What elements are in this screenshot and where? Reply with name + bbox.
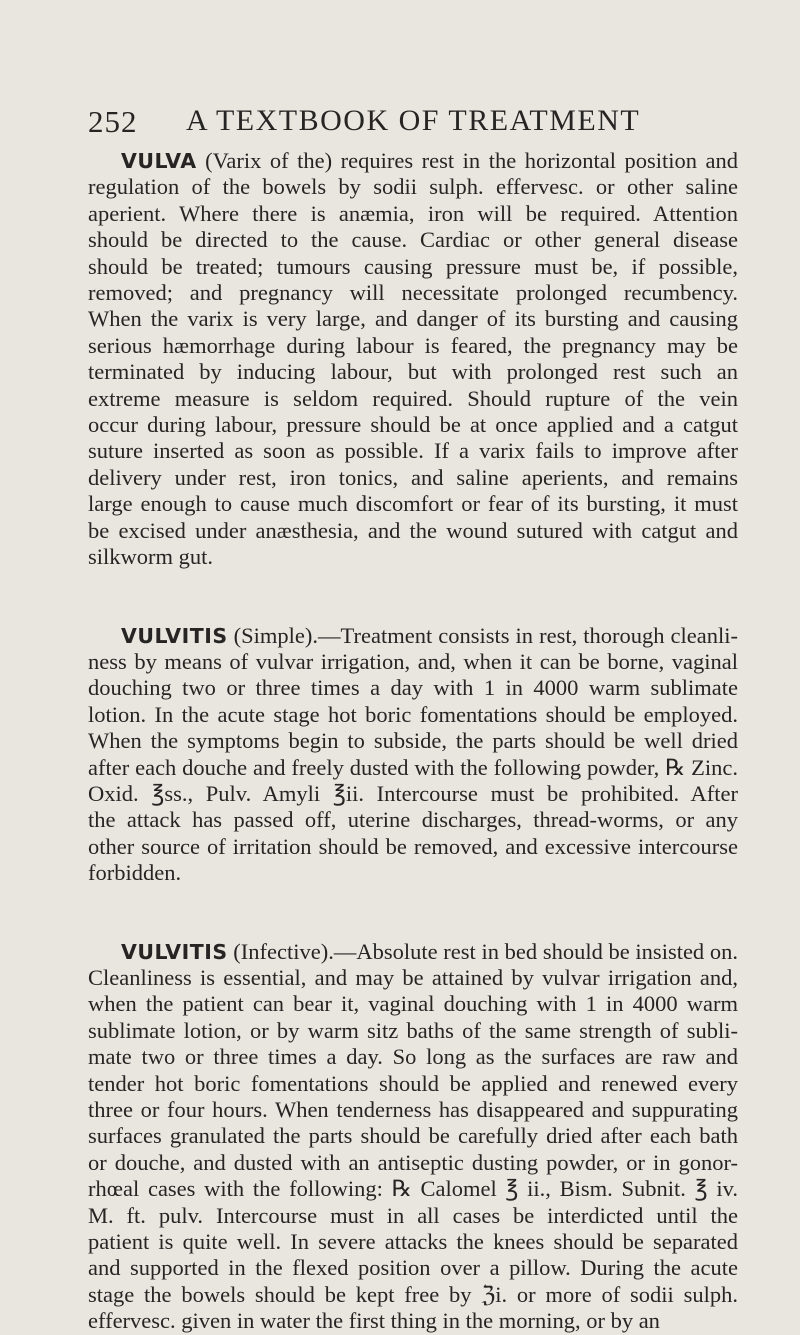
text-line (88, 148, 738, 174)
line-text: other source of irritation should be removed, and excessive intercourse (88, 833, 738, 859)
line-text: stage the bowels should be kept free by ℨi. or more of sodii sulph. (88, 1281, 738, 1307)
text-line (88, 1203, 738, 1229)
line-text: tender hot boric fomentations should be applied and renewed every (88, 1070, 738, 1096)
line-text: regulation of the bowels by sodii sulph. effervesc. or other saline (88, 174, 738, 200)
line-text: be excised under anæsthesia, and the wound sutured with catgut and (88, 517, 738, 543)
line-text: patient is quite well. In severe attacks the knees should be separated (88, 1229, 738, 1255)
line-text: terminated by inducing labour, but with prolonged rest such an (88, 359, 738, 385)
text-line (88, 755, 738, 781)
text-line (88, 807, 738, 833)
line-text: ness by means of vulvar irrigation, and, when it can be borne, vaginal (88, 648, 738, 674)
text-line (88, 201, 738, 227)
line-text: Oxid. ℥ss., Pulv. Amyli ℥ii. Intercourse must be prohibited. After (88, 780, 738, 806)
line-text: sublimate lotion, or by warm sitz baths of the same strength of subli- (88, 1017, 738, 1043)
text-line (88, 280, 738, 306)
line-text: removed; and pregnancy will necessitate prolonged recumbency. (88, 280, 738, 306)
line-text: should be treated; tumours causing pressure must be, if possible, (88, 253, 738, 279)
running-title: A TEXTBOOK OF TREATMENT (186, 104, 641, 137)
paragraph-entry (88, 939, 738, 1335)
text-line (88, 1150, 738, 1176)
line-text: when the patient can bear it, vaginal douching with 1 in 4000 warm (88, 991, 738, 1017)
line-text: mate two or three times a day. So long as the surfaces are raw and (88, 1044, 738, 1070)
text-line (88, 1176, 738, 1202)
paragraph-entry (88, 623, 738, 887)
text-line (88, 939, 738, 965)
line-text: aperient. Where there is anæmia, iron will be required. Attention (88, 200, 738, 226)
line-text: the attack has passed off, uterine discharges, thread-worms, or any (88, 807, 738, 833)
text-line (88, 965, 738, 991)
entry-term: VULVA (121, 149, 197, 173)
text-line (88, 491, 738, 517)
text-line (88, 781, 738, 807)
text-line (88, 412, 738, 438)
text-line (88, 649, 738, 675)
text-line (88, 834, 738, 860)
line-text: douching two or three times a day with 1 in 4000 warm sublimate (88, 675, 738, 701)
line-text: or douche, and dusted with an antiseptic dusting powder, or in gonor- (88, 1149, 738, 1175)
text-line (88, 728, 738, 754)
line-text: M. ft. pulv. Intercourse must in all cases be interdicted until the (88, 1202, 738, 1228)
paragraph-entry (88, 148, 738, 571)
page-number: 252 (88, 104, 138, 139)
text-line (88, 333, 738, 359)
text-line (88, 1308, 738, 1334)
text-line (88, 174, 738, 200)
line-text: delivery under rest, iron tonics, and saline aperients, and remains (88, 464, 738, 490)
line-text: extreme measure is seldom required. Should rupture of the vein (88, 385, 738, 411)
line-text: lotion. In the acute stage hot boric fomentations should be employed. (88, 701, 738, 727)
line-text: occur during labour, pressure should be at once applied and a catgut (88, 412, 738, 438)
line-text: suture inserted as soon as possible. If a varix fails to improve after (88, 438, 738, 464)
text-line (88, 1123, 738, 1149)
line-text: forbidden. (88, 860, 182, 886)
text-line (88, 227, 738, 253)
entry-term: VULVITIS (121, 939, 228, 964)
text-line (88, 675, 738, 701)
text-line (88, 518, 738, 544)
line-text: When the symptoms begin to subside, the parts should be well dried (88, 728, 738, 754)
line-text: (Infective).—Absolute rest in bed should be insisted on. (227, 938, 738, 964)
text-line (88, 306, 738, 332)
text-line (88, 386, 738, 412)
line-text: (Simple).—Treatment consists in rest, thorough cleanli- (227, 622, 738, 648)
text-line (88, 359, 738, 385)
line-text: serious hæmorrhage during labour is feared, the pregnancy may be (88, 332, 738, 358)
text-line (88, 1071, 738, 1097)
text-line (88, 1255, 738, 1281)
text-line (88, 465, 738, 491)
line-text: When the varix is very large, and danger of its bursting and causing (88, 306, 738, 332)
text-line (88, 623, 738, 649)
line-text: should be directed to the cause. Cardiac or other general disease (88, 227, 738, 253)
text-line (88, 1044, 738, 1070)
text-line (88, 702, 738, 728)
text-line (88, 544, 738, 570)
text-line (88, 1018, 738, 1044)
text-line (88, 438, 738, 464)
line-text: large enough to cause much discomfort or fear of its bursting, it must (88, 491, 738, 517)
line-text: surfaces granulated the parts should be carefully dried after each bath (88, 1123, 738, 1149)
line-text: (Varix of the) requires rest in the horizontal position and (196, 148, 738, 173)
text-line (88, 1097, 738, 1123)
page-header (88, 104, 728, 144)
line-text: after each douche and freely dusted with the following powder, ℞ Zinc. (88, 754, 738, 780)
line-text: rhœal cases with the following: ℞ Calomel ℥ ii., Bism. Subnit. ℥ iv. (88, 1176, 738, 1202)
text-line (88, 1229, 738, 1255)
text-line (88, 991, 738, 1017)
line-text: silkworm gut. (88, 544, 214, 570)
text-line (88, 1282, 738, 1308)
line-text: three or four hours. When tenderness has disappeared and suppurating (88, 1097, 738, 1122)
text-line (88, 254, 738, 280)
entry-term: VULVITIS (121, 623, 228, 648)
line-text: and supported in the flexed position over a pillow. During the acute (88, 1255, 738, 1281)
line-text: Cleanliness is essential, and may be attained by vulvar irrigation and, (88, 964, 738, 990)
body-text (88, 148, 738, 1335)
text-line (88, 860, 738, 886)
line-text: effervesc. given in water the first thing in the morning, or by an (88, 1308, 660, 1334)
